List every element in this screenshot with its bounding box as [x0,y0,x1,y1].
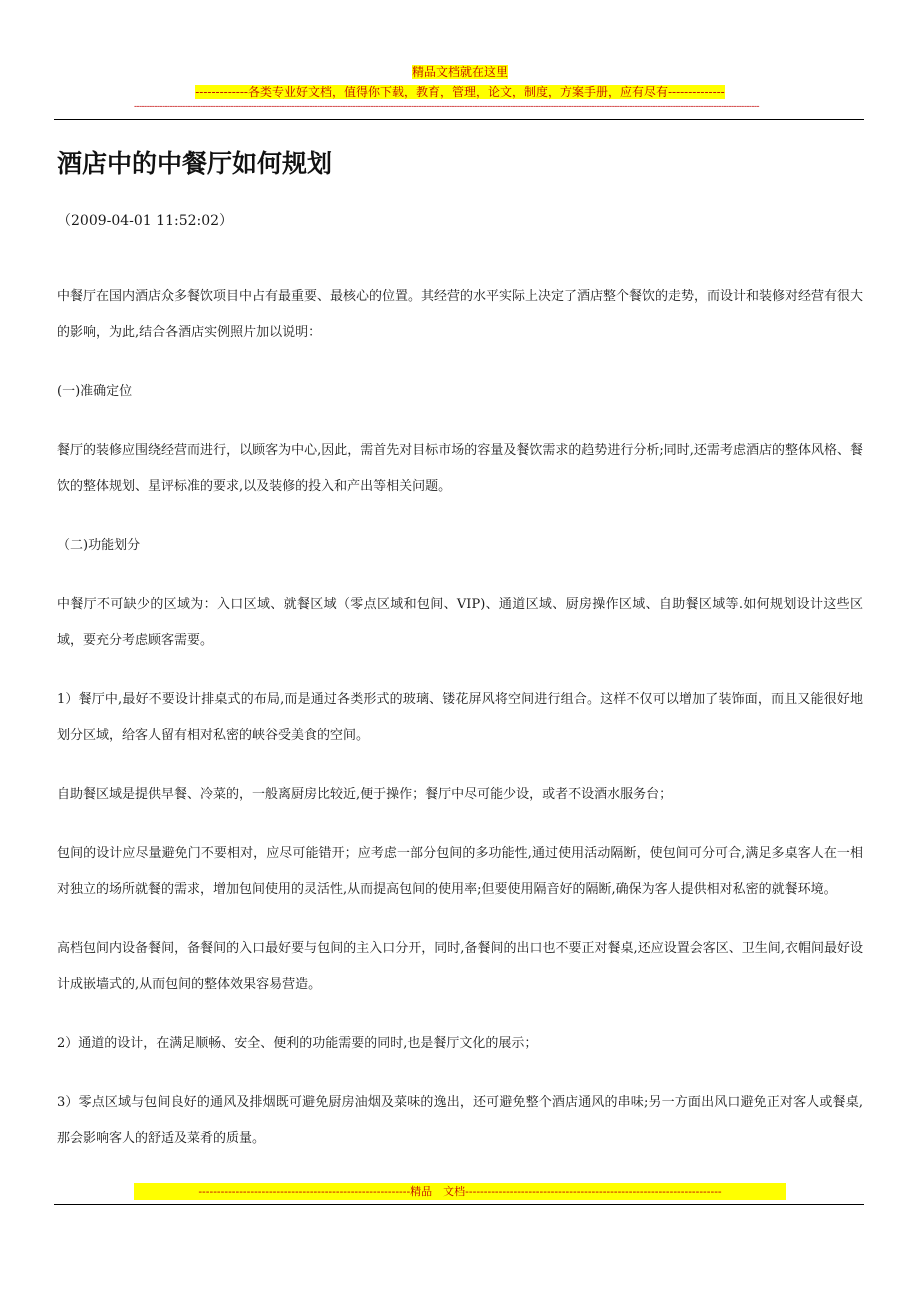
paragraph: 中餐厅在国内酒店众多餐饮项目中占有最重要、最核心的位置。其经营的水平实际上决定了酒店整个餐饮的走势，而设计和装修对经营有很大的影响，为此,结合各酒店实例照片加以说明： [57,289,864,340]
header-dash-line: ------------------------------------------------------------------------------------------------------------------------------------------------------------------------------------------------------------------------------------------------------ [134,102,760,112]
paragraph: 高档包间内设备餐间，备餐间的入口最好要与包间的主入口分开，同时,备餐间的出口也不要正对餐桌,还应设置会客区、卫生间,衣帽间最好设计成嵌墙式的,从而包间的整体效果容易营造。 [57,941,863,992]
paragraph: 中餐厅不可缺少的区域为：入口区域、就餐区域（零点区域和包间、VIP)、通道区域、厨房操作区域、自助餐区域等.如何规划设计这些区域，要充分考虑顾客需要。 [57,597,863,648]
top-divider [54,119,864,120]
bottom-divider [54,1204,864,1205]
paragraph: 1）餐厅中,最好不要设计排桌式的布局,而是通过各类形式的玻璃、镂花屏风将空间进行组合。这样不仅可以增加了装饰面，而且又能很好地划分区域，给客人留有相对私密的峡谷受美食的空间。 [57,692,863,743]
header-banner-top [0,64,920,80]
header-subtitle: -------------各类专业好文档，值得你下载，教育，管理，论文，制度，方案手册，应有尽有-------------- [195,85,725,99]
document-date: （2009-04-01 11:52:02） [57,213,234,229]
footer-banner: ---------------------------------------------------------精品 文档--------------------------------------------------------------------- [134,1183,786,1200]
header-tagline: 精品文档就在这里 [411,65,508,79]
document-title: 酒店中的中餐厅如何规划 [57,149,333,178]
paragraph: 餐厅的装修应围绕经营而进行，以顾客为中心,因此，需首先对目标市场的容量及餐饮需求的趋势进行分析;同时,还需考虑酒店的整体风格、餐饮的整体规划、星评标准的要求,以及装修的投入和产出等相关问题。 [57,443,863,494]
section-heading: (一)准确定位 [57,384,133,399]
paragraph: 2）通道的设计，在满足顺畅、安全、便利的功能需要的同时,也是餐厅文化的展示； [57,1036,538,1051]
document-body [57,279,863,1180]
section-heading: （二)功能划分 [57,538,141,553]
paragraph: 包间的设计应尽量避免门不要相对，应尽可能错开；应考虑一部分包间的多功能性,通过使用活动隔断，使包间可分可合,满足多桌客人在一相对独立的场所就餐的需求，增加包间使用的灵活性,从而提高包间的使用率;但要使用隔音好的隔断,确保为客人提供相对私密的就餐环境。 [57,846,863,897]
paragraph: 3）零点区域与包间良好的通风及排烟既可避免厨房油烟及菜味的逸出，还可避免整个酒店通风的串味;另一方面出风口避免正对客人或餐桌,那会影响客人的舒适及菜肴的质量。 [57,1095,863,1146]
header-banner-sub [0,84,920,100]
paragraph: 自助餐区域是提供早餐、冷菜的，一般离厨房比较近,便于操作；餐厅中尽可能少设，或者不设酒水服务台； [57,787,673,802]
